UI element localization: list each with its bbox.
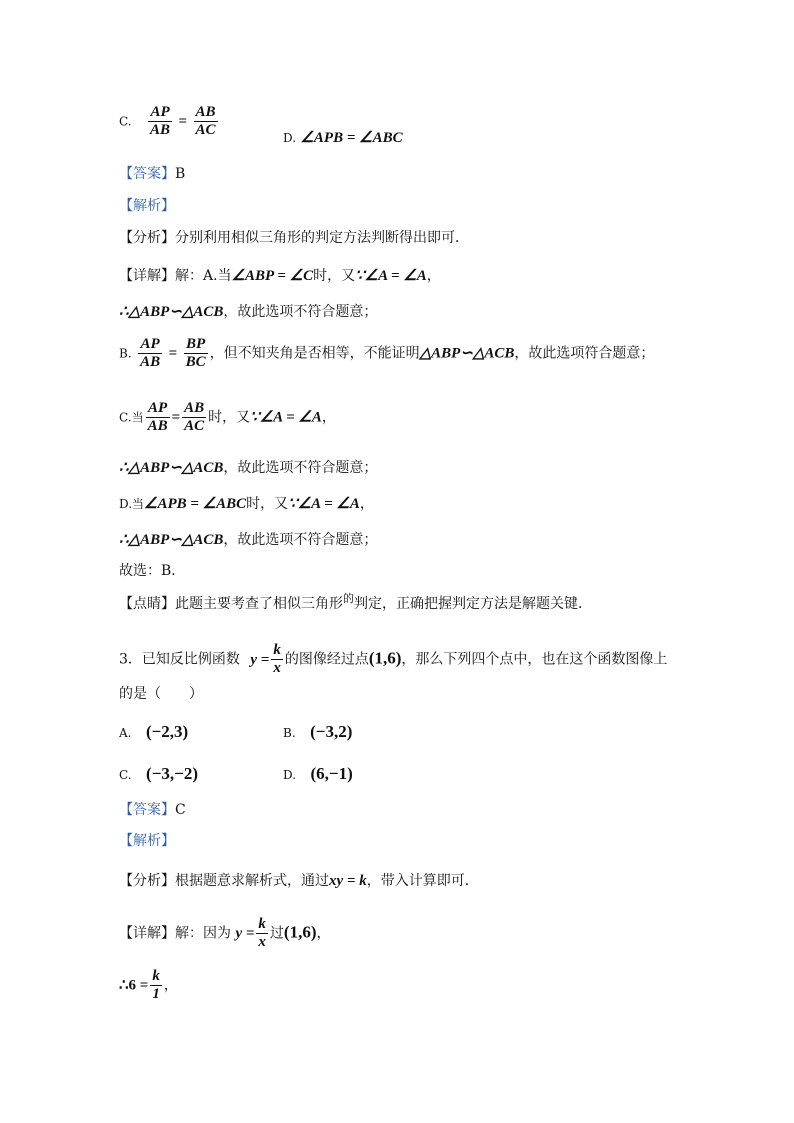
fraction: $\frac{AB}{AC}$: [195, 104, 216, 138]
fraction: $\frac{BP}{BC}$: [185, 336, 206, 370]
q2-fenxi: [119, 228, 469, 248]
fraction: $\frac{AP}{AB}$: [147, 400, 168, 434]
q3-detail-step: ∴6 = $\frac{k}{1}$ ，: [119, 968, 178, 1002]
q3-detail: 【详解】解：因为 y = $\frac{k}{x}$ 过(1,6)，: [119, 916, 331, 950]
q3-option-a: A. (−2,3): [119, 722, 189, 741]
q2-detail-b: B. $\frac{AP}{AB}$ = $\frac{BP}{BC}$ ，但不知夹角是否相等，不能证明△ABP∽△ACB，故此选项符合题意；: [119, 336, 655, 370]
q3-fenxi: 【分析】根据题意求解析式，通过xy = k，带入计算即可．: [119, 873, 479, 889]
fenxi-text: 分别利用相似三角形的判定方法判断得出即可．: [175, 230, 469, 246]
q3-answer: 【答案】C: [119, 802, 186, 818]
fraction: $\frac{AP}{AB}$: [140, 336, 161, 370]
fraction: $\frac{k}{1}$: [152, 968, 160, 1002]
q2-choose: 故选：B．: [119, 563, 186, 579]
q3-option-c: C. (−3,−2): [119, 764, 198, 783]
q2-dianjing: 【点睛】此题主要考查了相似三角形$^的$判定，正确把握判定方法是解题关键．: [119, 592, 592, 612]
q2-detail-c: C.当 $\frac{AP}{AB}$ = $\frac{AB}{AC}$ 时，又∵∠A = ∠A，: [119, 400, 336, 434]
q2-option-d: [283, 128, 403, 148]
option-label: D.: [283, 131, 297, 145]
option-expr: ∠APB = ∠ABC: [300, 130, 403, 146]
q2-detail-d: D.当∠APB = ∠ABC时，又∵∠A = ∠A，: [119, 496, 374, 512]
detail-tag: 【详解】: [119, 268, 175, 284]
fraction: $\frac{AP}{AB}$: [150, 104, 171, 138]
q3-stem-line2: 的是（ ）: [119, 686, 203, 702]
q3-stem: 3．已知反比例函数 y = $\frac{k}{x}$ 的图像经过点(1,6)，那么下列四个点中，也在这个函数图像上: [119, 642, 668, 676]
q2-detail-d-result: ∴△ABP∽△ACB，故此选项不符合题意；: [119, 532, 378, 548]
q2-jiexi: 【解析】: [119, 198, 175, 214]
q2-detail-c-result: ∴△ABP∽△ACB，故此选项不符合题意；: [119, 460, 378, 476]
fraction: $\frac{k}{x}$: [258, 916, 266, 950]
q2-option-c: C. $\frac{AP}{AB}$ = $\frac{AB}{AC}$: [119, 104, 216, 138]
q3-option-b: B. (−3,2): [283, 722, 353, 741]
option-label: C.: [119, 114, 132, 129]
answer-tag: 【答案】: [119, 166, 175, 182]
fraction: $\frac{AB}{AC}$: [184, 400, 205, 434]
q2-detail-a: 【详解】解：A.当∠ABP = ∠C时，又∵∠A = ∠A，: [119, 268, 441, 284]
q2-detail-a-result: ∴△ABP∽△ACB，故此选项不符合题意；: [119, 304, 378, 320]
fraction: $\frac{k}{x}$: [273, 642, 281, 676]
q2-answer: [119, 164, 185, 184]
fenxi-tag: 【分析】: [119, 230, 175, 246]
q3-jiexi: 【解析】: [119, 833, 175, 849]
q3-option-d: D. (6,−1): [283, 764, 353, 783]
answer-value: B: [175, 166, 186, 182]
